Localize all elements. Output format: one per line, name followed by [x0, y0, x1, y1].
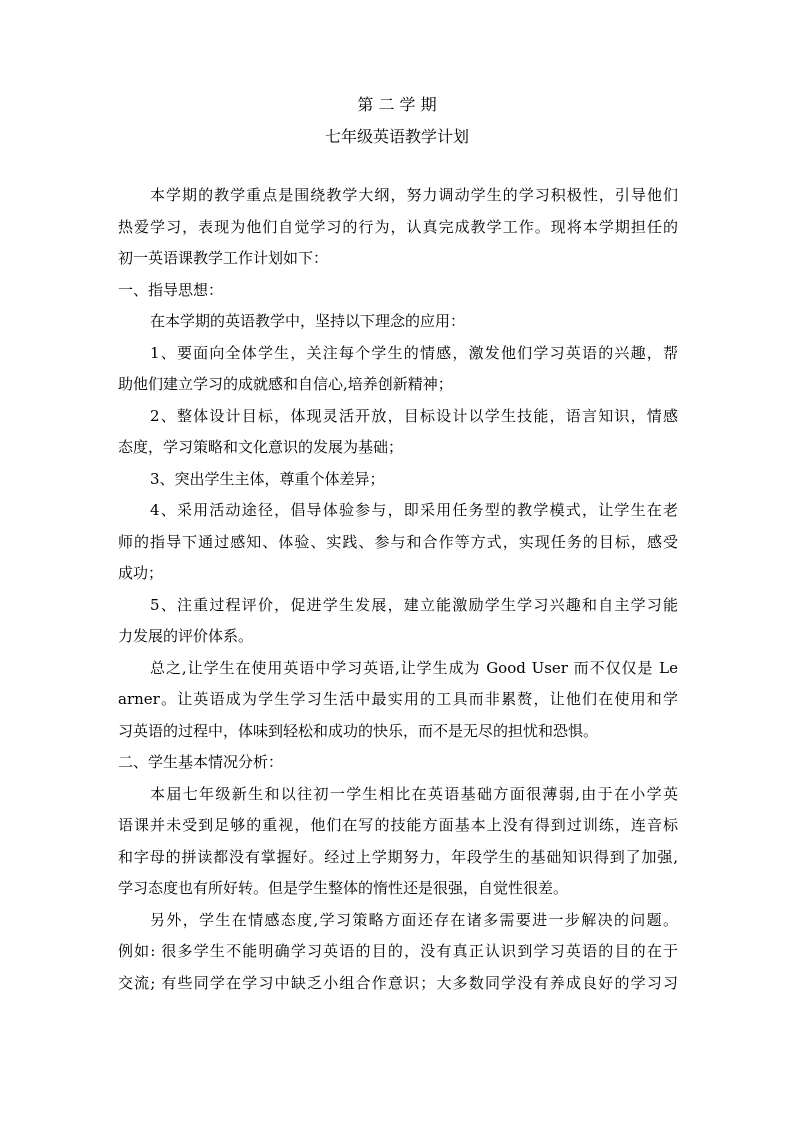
text-line: 在本学期的英语教学中，坚持以下理念的应用： — [150, 312, 466, 330]
text-line: 热爱学习，表现为他们自觉学习的行为，认真完成教学工作。现将本学期担任的 — [118, 217, 678, 236]
text-line: 另外，学生在情感态度,学习策略方面还存在诸多需要进一步解决的问题。 — [150, 910, 678, 929]
document-title: 第 二 学 期 — [357, 95, 437, 114]
text-line: 4、采用活动途径，倡导体验参与，即采用任务型的教学模式，让学生在老 — [150, 501, 678, 519]
text-line: 助他们建立学习的成就感和自信心,培养创新精神； — [118, 375, 453, 393]
text-line: arner。让英语成为学生学习生活中最实用的工具而非累赘，让他们在使用和学 — [118, 690, 678, 708]
text-line: 3、突出学生主体，尊重个体差异； — [150, 469, 385, 488]
text-line: 总之,让学生在使用英语中学习英语,让学生成为 Good User 而不仅仅是 Le — [150, 658, 678, 677]
text-line: 学习态度也有所好转。但是学生整体的惰性还是很强，自觉性很差。 — [118, 879, 569, 897]
text-line: 力发展的评价体系。 — [118, 627, 254, 645]
document-body — [118, 180, 678, 999]
text-line: 5、注重过程评价，促进学生发展，建立能激励学生学习兴趣和自主学习能 — [150, 595, 678, 614]
text-line: 语课并未受到足够的重视，他们在写的技能方面基本上没有得到过训练，连音标 — [118, 816, 678, 834]
text-line: 初一英语课教学工作计划如下： — [118, 249, 329, 267]
text-line: 和字母的拼读都没有掌握好。经过上学期努力，年段学生的基础知识得到了加强, — [118, 847, 678, 866]
document-subtitle: 七年级英语教学计划 — [324, 127, 469, 146]
text-line: 成功； — [118, 564, 164, 582]
text-line: 本届七年级新生和以往初一学生相比在英语基础方面很薄弱,由于在小学英 — [150, 784, 678, 803]
text-line: 本学期的教学重点是围绕教学大纲，努力调动学生的学习积极性，引导他们 — [150, 186, 678, 204]
text-line: 习英语的过程中，体味到轻松和成功的快乐，而不是无尽的担忧和恐惧。 — [118, 721, 599, 740]
text-line: 态度，学习策略和文化意识的发展为基础； — [118, 438, 404, 456]
text-line: 交流; 有些同学在学习中缺乏小组合作意识；大多数同学没有养成良好的学习习 — [118, 973, 678, 992]
text-line: 二、学生基本情况分析： — [118, 753, 284, 771]
text-line: 例如: 很多学生不能明确学习英语的目的，没有真正认识到学习英语的目的在于 — [118, 942, 678, 960]
text-line: 1、要面向全体学生，关注每个学生的情感，激发他们学习英语的兴趣，帮 — [150, 343, 678, 362]
text-line: 师的指导下通过感知、体验、实践、参与和合作等方式，实现任务的目标，感受 — [118, 532, 678, 551]
text-line: 2、整体设计目标，体现灵活开放，目标设计以学生技能，语言知识，情感 — [150, 406, 678, 425]
text-line: 一、指导思想： — [118, 280, 224, 299]
